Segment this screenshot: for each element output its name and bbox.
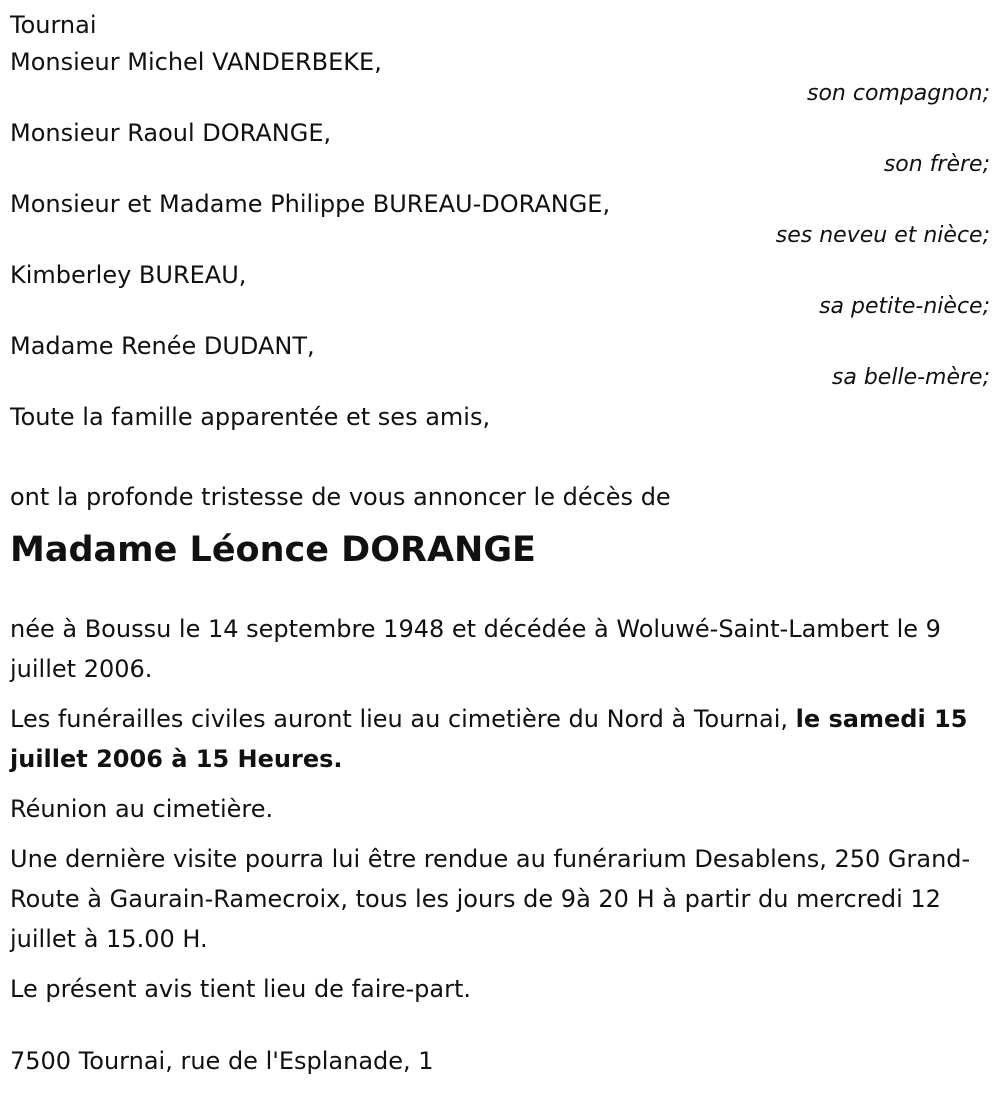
visit-paragraph: Une dernière visite pourra lui être rendue au funérarium Desablens, 250 Grand-Route à Gaurain-Ramecroix, tous les jours de 9à 20 H à partir du mercredi 12 juillet à 15.00 H. xyxy=(10,845,971,953)
family-member-name: Monsieur et Madame Philippe BUREAU-DORANGE, xyxy=(10,190,611,218)
family-member-5 xyxy=(10,326,990,389)
spacer xyxy=(10,437,990,477)
announcement-text: ont la profonde tristesse de vous annoncer le décès de xyxy=(10,483,671,511)
family-member-2 xyxy=(10,113,990,176)
family-member-relation: sa belle-mère; xyxy=(831,365,990,390)
family-member-name: Monsieur Raoul DORANGE, xyxy=(10,119,332,147)
address: 7500 Tournai, rue de l'Esplanade, 1 xyxy=(10,1047,434,1075)
funeral-text: Les funérailles civiles auront lieu au cimetière du Nord à Tournai, xyxy=(10,705,796,733)
meeting-paragraph: Réunion au cimetière. xyxy=(10,795,274,823)
family-member-1 xyxy=(10,42,990,105)
funeral-date: le samedi 15 juillet 2006 à 15 Heures. xyxy=(10,705,968,773)
funeral-paragraph xyxy=(10,699,990,779)
family-member-name: Kimberley BUREAU, xyxy=(10,261,247,289)
family-closing: Toute la famille apparentée et ses amis, xyxy=(10,403,491,431)
notice-paragraph: Le présent avis tient lieu de faire-part. xyxy=(10,975,472,1003)
city-heading: Tournai xyxy=(10,11,97,39)
family-member-name: Monsieur Michel VANDERBEKE, xyxy=(10,48,382,76)
family-member-relation: son compagnon; xyxy=(806,81,990,106)
deceased-name: Madame Léonce DORANGE xyxy=(10,530,536,570)
family-member-4 xyxy=(10,255,990,318)
family-member-relation: son frère; xyxy=(883,152,990,177)
family-member-3 xyxy=(10,184,990,247)
family-member-relation: ses neveu et nièce; xyxy=(775,223,990,248)
birth-death-paragraph: née à Boussu le 14 septembre 1948 et décédée à Woluwé-Saint-Lambert le 9 juillet 2006. xyxy=(10,615,941,683)
family-member-relation: sa petite-nièce; xyxy=(819,294,990,319)
family-member-name: Madame Renée DUDANT, xyxy=(10,332,315,360)
obituary-notice xyxy=(10,8,990,1081)
